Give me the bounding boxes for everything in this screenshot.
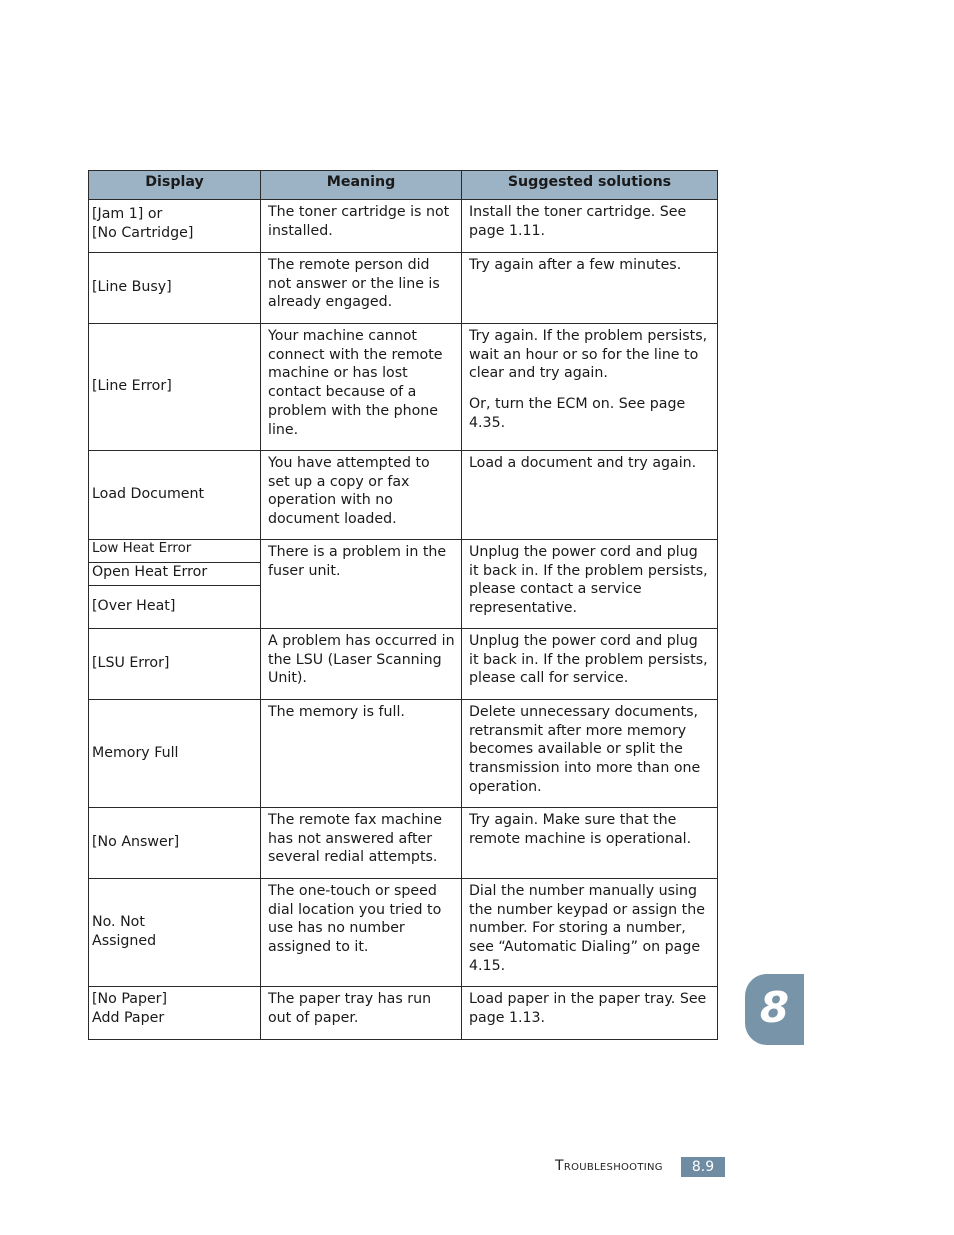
display-cell — [89, 987, 261, 1040]
column-header-display: Display — [89, 171, 261, 200]
display-cell: Low Heat Error — [89, 540, 261, 563]
footer-section-title: Troubleshooting — [555, 1158, 663, 1174]
column-header-solutions: Suggested solutions — [462, 171, 718, 200]
table-row — [89, 629, 718, 700]
meaning-cell: The toner cartridge is not installed. — [261, 200, 462, 253]
display-cell: [Over Heat] — [89, 586, 261, 629]
display-cell: Load Document — [89, 451, 261, 540]
meaning-cell: The remote person did not answer or the line is already engaged. — [261, 253, 462, 324]
meaning-cell: Your machine cannot connect with the remote machine or has lost contact because of a problem with the phone line. — [261, 324, 462, 451]
meaning-cell: A problem has occurred in the LSU (Laser Scanning Unit). — [261, 629, 462, 700]
display-cell: [Line Busy] — [89, 253, 261, 324]
table-row — [89, 700, 718, 808]
display-cell: Memory Full — [89, 700, 261, 808]
display-cell — [89, 200, 261, 253]
table-row — [89, 987, 718, 1040]
display-text: Add Paper — [92, 1009, 165, 1026]
solution-cell: Load a document and try again. — [462, 451, 718, 540]
display-cell: Open Heat Error — [89, 563, 261, 586]
table-row — [89, 808, 718, 879]
display-text: [No Paper] — [92, 991, 168, 1007]
solution-cell: Try again. Make sure that the remote machine is operational. — [462, 808, 718, 879]
solution-cell — [462, 324, 718, 451]
table-row — [89, 451, 718, 540]
table-row — [89, 253, 718, 324]
display-cell — [89, 879, 261, 987]
display-text: [Jam 1] or — [92, 206, 163, 222]
solution-cell: Install the toner cartridge. See page 1.11. — [462, 200, 718, 253]
display-cell: [Line Error] — [89, 324, 261, 451]
solution-cell: Dial the number manually using the number keypad or assign the number. For storing a number, see “Automatic Dialing” on page 4.15. — [462, 879, 718, 987]
solution-cell: Try again after a few minutes. — [462, 253, 718, 324]
display-cell: [LSU Error] — [89, 629, 261, 700]
solution-cell: Unplug the power cord and plug it back in. If the problem persists, please contact a service representative. — [462, 540, 718, 629]
chapter-number: 8 — [759, 983, 790, 1032]
meaning-cell: The paper tray has run out of paper. — [261, 987, 462, 1040]
meaning-cell: The one-touch or speed dial location you tried to use has no number assigned to it. — [261, 879, 462, 987]
solution-text: Try again. If the problem persists, wait an hour or so for the line to clear and try again. — [469, 328, 708, 382]
display-text: [No Cartridge] — [92, 224, 194, 241]
display-text: Assigned — [92, 933, 157, 949]
meaning-cell: The memory is full. — [261, 700, 462, 808]
meaning-cell: You have attempted to set up a copy or fax operation with no document loaded. — [261, 451, 462, 540]
solution-cell: Load paper in the paper tray. See page 1.13. — [462, 987, 718, 1040]
table-row — [89, 324, 718, 451]
table-row — [89, 540, 718, 563]
table-row — [89, 200, 718, 253]
page-number: 8.9 — [681, 1157, 725, 1177]
solution-text: Or, turn the ECM on. See page 4.35. — [469, 396, 686, 431]
error-message-table — [88, 170, 718, 1040]
table-row — [89, 879, 718, 987]
solution-cell: Delete unnecessary documents, retransmit after more memory becomes available or split the transmission into more than one operation. — [462, 700, 718, 808]
meaning-cell: There is a problem in the fuser unit. — [261, 540, 462, 629]
chapter-tab — [745, 974, 804, 1045]
display-cell: [No Answer] — [89, 808, 261, 879]
display-text: No. Not — [92, 914, 145, 931]
solution-cell: Unplug the power cord and plug it back in. If the problem persists, please call for service. — [462, 629, 718, 700]
column-header-meaning: Meaning — [261, 171, 462, 200]
table-header-row — [89, 171, 718, 200]
meaning-cell: The remote fax machine has not answered after several redial attempts. — [261, 808, 462, 879]
